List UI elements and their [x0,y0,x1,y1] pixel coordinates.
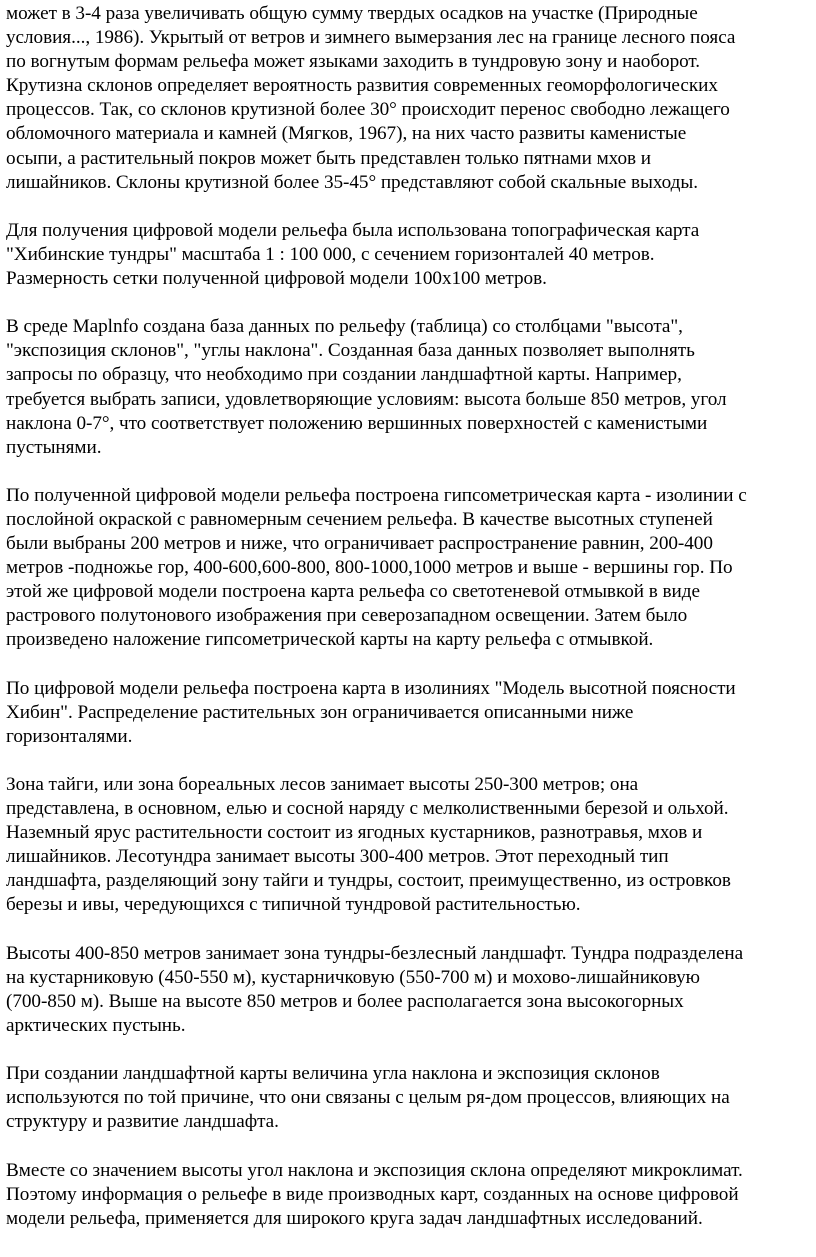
document-page [6,2,816,1231]
paragraph-taiga-zone: Зона тайги, или зона бореальных лесов занимает высоты 250-300 метров; она представлена, в основном, елью и сосной наряду с мелколиственными березой и ольхой. Наземный ярус растительности состоит из ягодных кустарников, разнотравья, мхов и лишайников. Лесотундра занимает высоты 300-400 метров. Этот переходный тип ландшафта, разделяющий зону тайги и тундры, состоит, преимущественно, из островков березы и ивы, чередующихся с типичной тундровой растительностью. [6,774,731,916]
paragraph-slope-exposure: При создании ландшафтной карты величина угла наклона и экспозиция склонов используются по той причине, что они связаны с целым ря-дом процессов, влияющих на структуру и развитие ландшафта. [6,1063,730,1133]
paragraph-tundra-zone: Высоты 400-850 метров занимает зона тундры-безлесный ландшафт. Тундра подразделена на кустарниковую (450-550 м), кустарничковую (550-700 м) и мохово-лишайниковую (700-850 м). Выше на высоте 850 метров и более располагается зона высокогорных арктических пустынь. [6,942,744,1036]
paragraph-snow-and-slopes: может в 3-4 раза увеличивать общую сумму твердых осадков на участке (Природные условия..., 1986). Укрытый от ветров и зимнего вымерзания лес на границе лесного пояса по вогнутым формам рельефа может языками заходить в тундровую зону и наоборот. Крутизна склонов определяет вероятность развития современных геоморфологических процессов. Так, со склонов крутизной более 30° происходит перенос свободно лежащего обломочного материала и камней (Мягков, 1967), на них часто развиты каменистые осыпи, а растительный покров может быть представлен только пятнами мхов и лишайников. Склоны крутизной более 35-45° представляют собой скальные выходы. [6,3,736,193]
paragraph-mapinfo-database: В среде Maplnfo создана база данных по рельефу (таблица) со столбцами "высота", "экспозиция склонов", "углы наклона". Созданная база данных позволяет выполнять запросы по образцу, что необходимо при создании ландшафтной карты. Например, требуется выбрать записи, удовлетворяющие условиям: высота больше 850 метров, угол наклона 0-7°, что соответствует положению вершинных поверхностей с каменистыми пустынями. [6,316,727,458]
paragraph-microclimate: Вместе со значением высоты угол наклона и экспозиция склона определяют микроклимат. Поэтому информация о рельефе в виде производных карт, созданных на основе цифровой модели рельефа, применяется для широкого круга задач ландшафтных исследований. [6,1159,743,1229]
paragraph-altitudinal-zoning-model: По цифровой модели рельефа построена карта в изолиниях "Модель высотной поясности Хибин". Распределение растительных зон ограничивается описанными ниже горизонталями. [6,677,736,747]
paragraph-hypsometric-map: По полученной цифровой модели рельефа построена гипсометрическая карта - изолинии с послойной окраской с равномерным сечением рельефа. В качестве высотных ступеней были выбраны 200 метров и ниже, что ограничивает распространение равнин, 200-400 метров -подножье гор, 400-600,600-800, 800-1000,1000 метров и выше - вершины гор. По этой же цифровой модели построена карта рельефа со светотеневой отмывкой в виде растрового полутонового изображения при северозападном освещении. Затем было произведено наложение гипсометрической карты на карту рельефа с отмывкой. [6,484,747,651]
paragraph-dem-source: Для получения цифровой модели рельефа была использована топографическая карта "Хибинские тундры" масштаба 1 : 100 000, с сечением горизонталей 40 метров. Размерность сетки полученной цифровой модели 100x100 метров. [6,219,700,290]
